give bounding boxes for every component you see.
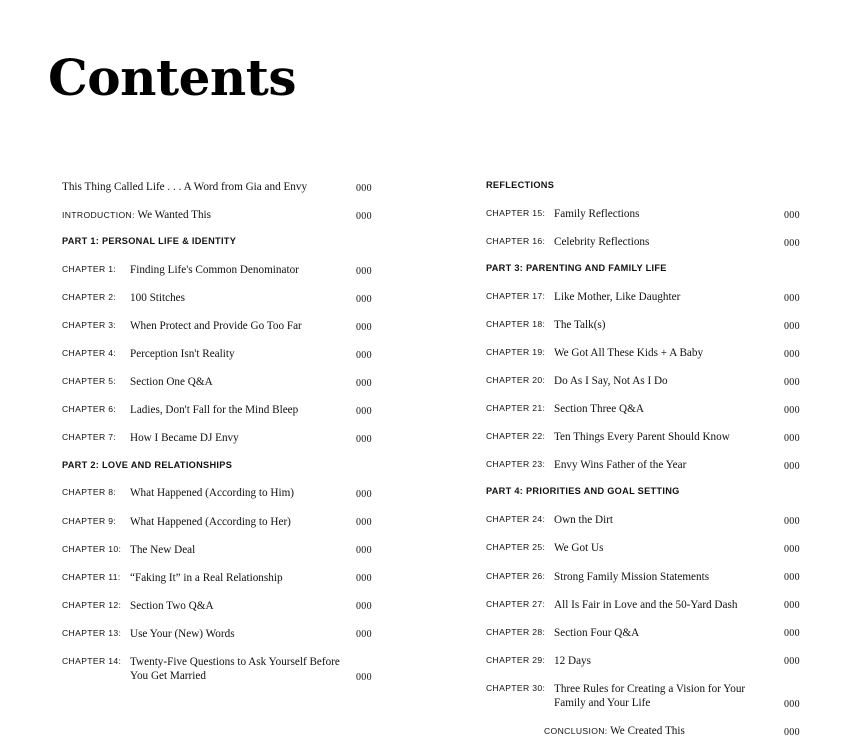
page-number: 000: [356, 573, 372, 585]
chapter-title: Family Reflections: [554, 207, 640, 220]
chapter-number: CHAPTER 19:: [486, 347, 546, 358]
part-heading-label: PART 3: PARENTING AND FAMILY LIFE: [486, 263, 667, 274]
toc-chapter-entry[interactable]: [62, 431, 380, 446]
chapter-number: CHAPTER 28:: [486, 626, 546, 637]
chapter-title: “Faking It” in a Real Relationship: [130, 571, 283, 584]
chapter-number: CHAPTER 10:: [62, 543, 122, 554]
conclusion-title: We Created This: [607, 725, 685, 738]
toc-part-heading[interactable]: [62, 236, 380, 248]
chapter-number: CHAPTER 13:: [62, 627, 122, 638]
intro-label: INTRODUCTION:: [62, 210, 135, 221]
part-heading-label: PART 2: LOVE AND RELATIONSHIPS: [62, 459, 233, 470]
page-number: 000: [784, 460, 800, 472]
chapter-number: CHAPTER 25:: [486, 542, 546, 553]
chapter-title: Section Two Q&A: [130, 599, 214, 612]
toc-part-heading[interactable]: [486, 263, 808, 275]
toc-chapter-entry[interactable]: [486, 682, 808, 711]
toc-chapter-entry[interactable]: [486, 626, 808, 641]
chapter-number: CHAPTER 26:: [486, 570, 546, 581]
section-heading-label: REFLECTIONS: [486, 180, 555, 190]
toc-chapter-entry[interactable]: [62, 515, 380, 530]
toc-chapter-entry[interactable]: [486, 598, 808, 613]
chapter-title: Do As I Say, Not As I Do: [554, 375, 668, 388]
toc-chapter-entry[interactable]: [486, 374, 808, 389]
conclusion-label: CONCLUSION:: [544, 726, 608, 737]
chapter-title: Like Mother, Like Daughter: [554, 291, 681, 304]
chapter-number: CHAPTER 16:: [486, 236, 546, 247]
toc-part-heading[interactable]: [62, 460, 380, 472]
chapter-title: Perception Isn't Reality: [130, 348, 235, 361]
page-number: 000: [784, 600, 800, 612]
chapter-title: What Happened (According to Her): [130, 515, 291, 528]
chapter-title: Three Rules for Creating a Vision for Your Family and Your Life: [554, 682, 746, 710]
chapter-title: Section Four Q&A: [554, 626, 640, 639]
chapter-title: 12 Days: [554, 654, 591, 667]
chapter-title: Strong Family Mission Statements: [554, 570, 710, 583]
chapter-number: CHAPTER 8:: [62, 487, 117, 498]
page-number: 000: [784, 544, 800, 556]
chapter-number: CHAPTER 15:: [486, 207, 546, 218]
part-heading-label: PART 4: PRIORITIES AND GOAL SETTING: [486, 486, 680, 497]
chapter-title: Twenty-Five Questions to Ask Yourself Before You Get Married: [130, 655, 340, 683]
chapter-title: Use Your (New) Words: [130, 627, 235, 640]
toc-chapter-entry[interactable]: [62, 571, 380, 586]
chapter-number: CHAPTER 23:: [486, 459, 546, 470]
page-number: 000: [356, 182, 372, 194]
chapter-number: CHAPTER 24:: [486, 514, 546, 525]
toc-chapter-entry[interactable]: [62, 291, 380, 306]
front-matter-label: This Thing Called Life . . . A Word from Gia and Envy: [62, 181, 308, 193]
page-number: 000: [356, 629, 372, 641]
page-number: 000: [356, 489, 372, 501]
chapter-title: Finding Life's Common Denominator: [130, 264, 299, 277]
toc-chapter-entry[interactable]: [62, 627, 380, 642]
chapter-title: When Protect and Provide Go Too Far: [130, 320, 302, 333]
chapter-number: CHAPTER 9:: [62, 515, 117, 526]
toc-chapter-entry[interactable]: [62, 263, 380, 278]
toc-chapter-entry[interactable]: [486, 458, 808, 473]
chapter-number: CHAPTER 14:: [62, 655, 122, 666]
page-number: 000: [784, 698, 800, 710]
toc-chapter-entry[interactable]: [62, 403, 380, 418]
part-heading-label: PART 1: PERSONAL LIFE & IDENTITY: [62, 236, 237, 247]
chapter-title: Ten Things Every Parent Should Know: [554, 431, 730, 444]
toc-chapter-entry[interactable]: [486, 290, 808, 305]
chapter-number: CHAPTER 6:: [62, 404, 117, 415]
toc-chapter-entry[interactable]: [62, 543, 380, 558]
page-number: 000: [784, 432, 800, 444]
page-number: 000: [356, 265, 372, 277]
page-number: 000: [784, 292, 800, 304]
page-number: 000: [784, 572, 800, 584]
toc-chapter-entry[interactable]: [486, 346, 808, 361]
page-number: 000: [356, 671, 372, 683]
chapter-number: CHAPTER 18:: [486, 319, 546, 330]
contents-column-left: [0, 180, 432, 752]
toc-chapter-entry[interactable]: [62, 655, 380, 684]
chapter-title: We Got Us: [554, 542, 604, 555]
toc-chapter-entry[interactable]: [486, 570, 808, 585]
toc-conclusion-entry[interactable]: [486, 724, 808, 739]
page-number: 000: [784, 376, 800, 388]
page-number: 000: [356, 517, 372, 529]
chapter-number: CHAPTER 20:: [486, 375, 546, 386]
page-number: 000: [356, 349, 372, 361]
chapter-number: CHAPTER 21:: [486, 403, 546, 414]
chapter-number: CHAPTER 5:: [62, 376, 117, 387]
toc-chapter-entry[interactable]: [486, 513, 808, 528]
page-number: 000: [784, 656, 800, 668]
toc-chapter-entry[interactable]: [486, 430, 808, 445]
page-number: 000: [356, 321, 372, 333]
toc-chapter-entry[interactable]: [486, 402, 808, 417]
chapter-number: CHAPTER 4:: [62, 348, 117, 359]
chapter-number: CHAPTER 7:: [62, 432, 117, 443]
contents-column-right: [432, 180, 864, 752]
chapter-number: CHAPTER 29:: [486, 654, 546, 665]
toc-chapter-entry[interactable]: [62, 347, 380, 362]
toc-chapter-entry[interactable]: [486, 235, 808, 250]
page-number: 000: [356, 210, 372, 222]
chapter-number: CHAPTER 27:: [486, 598, 546, 609]
toc-chapter-entry[interactable]: [62, 319, 380, 334]
toc-section-heading[interactable]: [486, 180, 808, 192]
contents-columns: [0, 180, 864, 752]
toc-chapter-entry[interactable]: [486, 654, 808, 669]
intro-title: We Wanted This: [134, 209, 212, 222]
chapter-title: 100 Stitches: [130, 292, 186, 305]
chapter-number: CHAPTER 2:: [62, 292, 117, 303]
page-number: 000: [784, 320, 800, 332]
page-number: 000: [784, 628, 800, 640]
chapter-number: CHAPTER 1:: [62, 264, 117, 275]
toc-chapter-entry[interactable]: [486, 541, 808, 556]
toc-introduction-entry[interactable]: [62, 208, 380, 223]
chapter-number: CHAPTER 3:: [62, 320, 117, 331]
page-number: 000: [356, 405, 372, 417]
chapter-title: The Talk(s): [554, 319, 606, 332]
toc-chapter-entry[interactable]: [62, 375, 380, 390]
chapter-number: CHAPTER 30:: [486, 682, 546, 693]
chapter-title: The New Deal: [130, 543, 196, 556]
chapter-title: What Happened (According to Him): [130, 487, 295, 500]
page-number: 000: [784, 209, 800, 221]
page-number: 000: [784, 348, 800, 360]
page-number: 000: [356, 293, 372, 305]
chapter-title: How I Became DJ Envy: [130, 432, 239, 445]
toc-chapter-entry[interactable]: [62, 599, 380, 614]
chapter-title: Section One Q&A: [130, 376, 213, 389]
chapter-title: Celebrity Reflections: [554, 236, 650, 249]
chapter-title: Section Three Q&A: [554, 403, 644, 416]
page-number: 000: [356, 545, 372, 557]
page-number: 000: [356, 377, 372, 389]
toc-part-heading[interactable]: [486, 486, 808, 498]
page-number: 000: [784, 515, 800, 527]
chapter-title: Ladies, Don't Fall for the Mind Bleep: [130, 404, 299, 417]
chapter-number: CHAPTER 22:: [486, 431, 546, 442]
page-number: 000: [784, 726, 800, 738]
toc-front-matter-entry[interactable]: [62, 180, 380, 195]
chapter-title: All Is Fair in Love and the 50-Yard Dash: [554, 598, 738, 611]
chapter-number: CHAPTER 12:: [62, 599, 122, 610]
page-number: 000: [784, 404, 800, 416]
chapter-title: Own the Dirt: [554, 514, 614, 527]
toc-chapter-entry[interactable]: [486, 207, 808, 222]
chapter-number: CHAPTER 11:: [62, 571, 121, 582]
chapter-number: CHAPTER 17:: [486, 291, 546, 302]
page-number: 000: [784, 237, 800, 249]
page-title: Contents: [48, 48, 297, 107]
page-number: 000: [356, 434, 372, 446]
page-number: 000: [356, 601, 372, 613]
chapter-title: Envy Wins Father of the Year: [554, 459, 687, 472]
toc-chapter-entry[interactable]: [486, 318, 808, 333]
chapter-title: We Got All These Kids + A Baby: [554, 347, 704, 360]
toc-chapter-entry[interactable]: [62, 486, 380, 501]
